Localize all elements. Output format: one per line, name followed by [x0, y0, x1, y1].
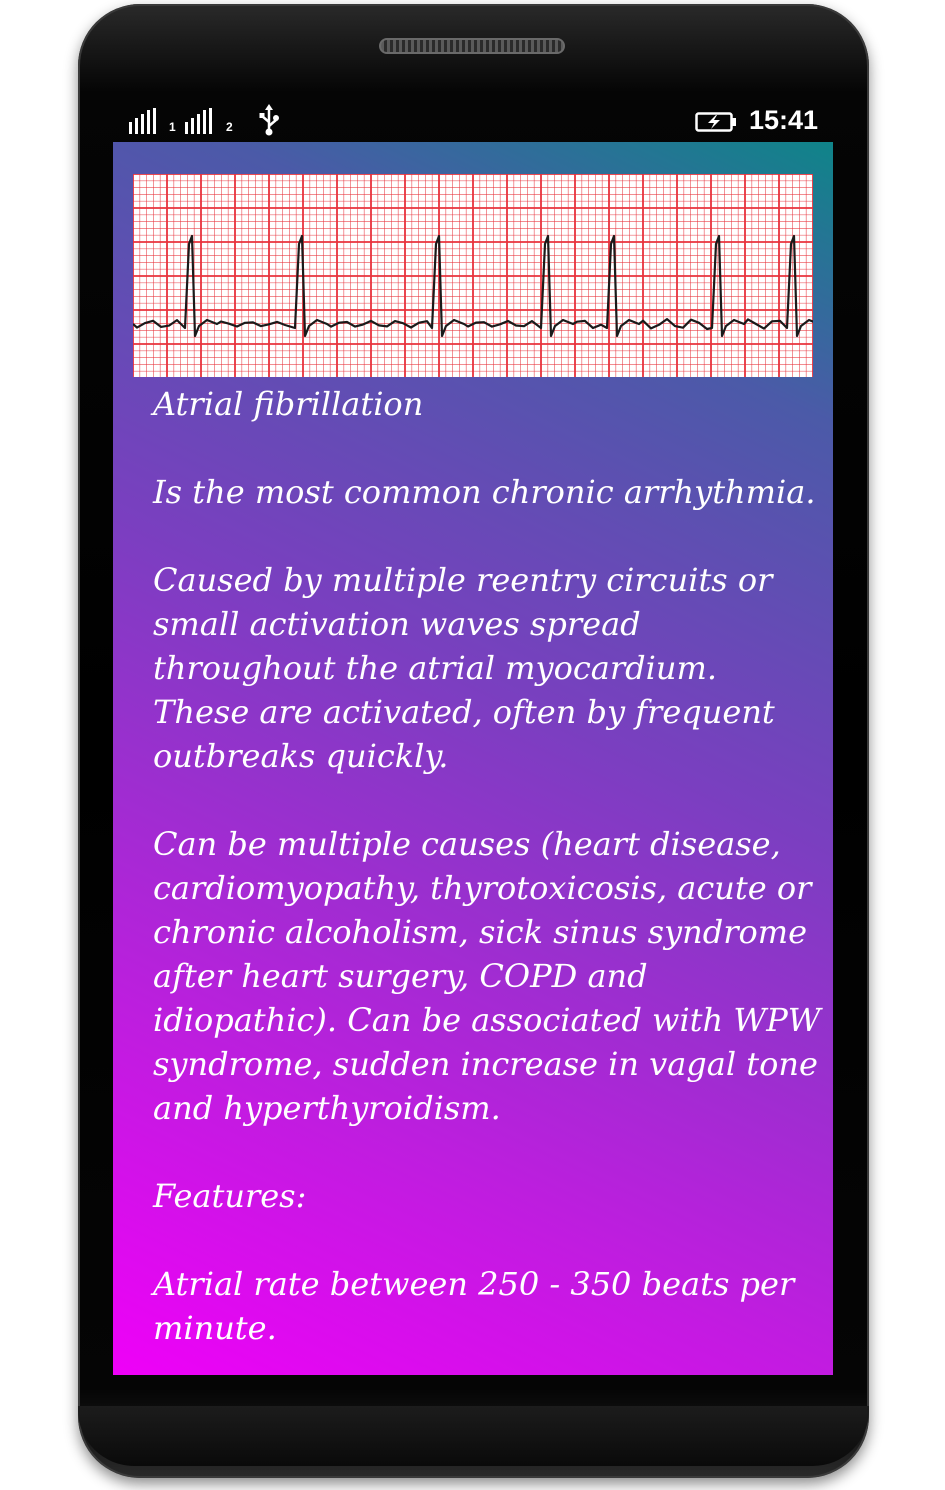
sim2-label: 2	[226, 120, 233, 134]
article-paragraph: Caused by multiple reentry circuits or small activation waves spread throughout the atrial myocardium. These are activated, often by frequent outbreaks quickly.	[153, 561, 785, 775]
app-screen	[113, 142, 833, 1375]
article-paragraph: Is the most common chronic arrhythmia.	[153, 473, 816, 511]
phone-frame	[78, 4, 869, 1478]
article-paragraph: Can be multiple causes (heart disease, cardiomyopathy, thyrotoxicosis, acute or chronic alcoholism, sick sinus syndrome after heart surgery, COPD and idiopathic). Can be associated with WPW syndrome, sudden increase in vagal tone and hyperthyroidism.	[153, 825, 831, 1127]
article-paragraph: Atrial rate between 250 - 350 beats per minute.	[153, 1265, 805, 1347]
article-title: Atrial fibrillation	[153, 385, 424, 423]
usb-icon	[258, 104, 280, 136]
article-body	[153, 382, 831, 1375]
status-time: 15:41	[749, 105, 819, 135]
speaker-grille	[379, 38, 565, 54]
sim1-label: 1	[169, 120, 176, 134]
signal-strength-icon	[185, 108, 217, 134]
bottom-bezel	[78, 1406, 869, 1466]
signal-strength-icon	[129, 108, 161, 134]
battery-charging-icon	[695, 112, 737, 132]
status-bar	[113, 100, 833, 146]
article-paragraph: Features:	[153, 1177, 307, 1215]
ecg-strip-image	[133, 174, 813, 377]
